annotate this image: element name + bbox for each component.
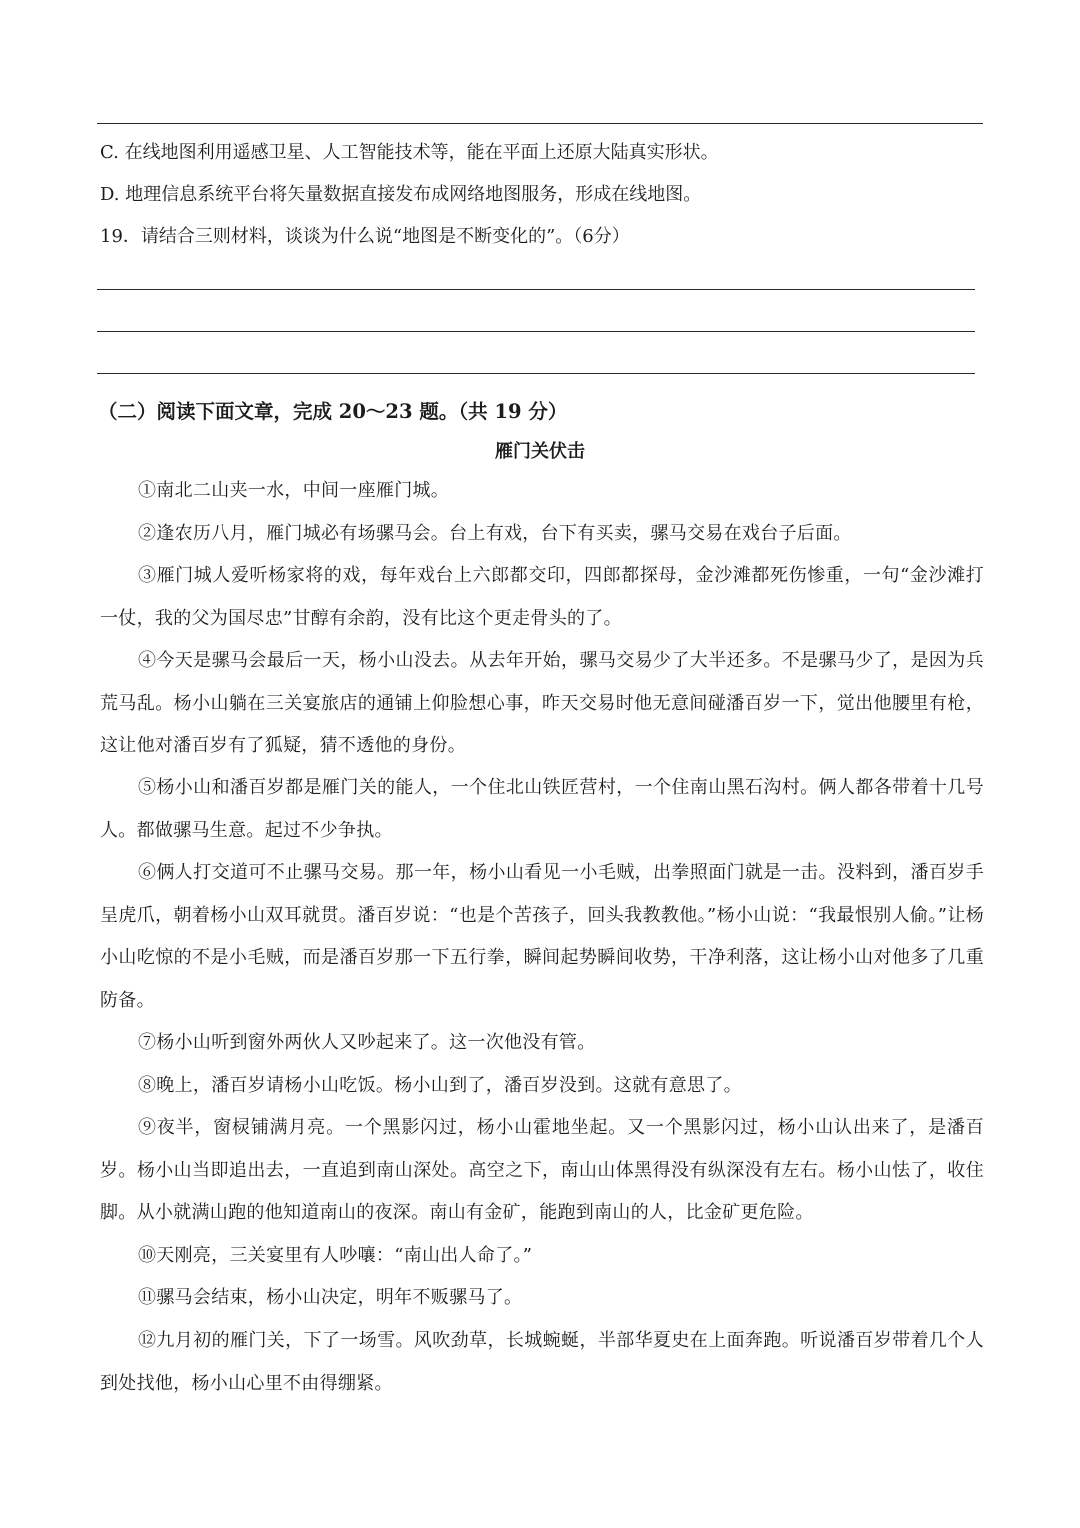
answer-line-1 (97, 289, 975, 290)
paragraph-5: ⑤杨小山和潘百岁都是雁门关的能人，一个住北山铁匠营村，一个住南山黑石沟村。俩人都各带着十几号人。都做骡马生意。起过不少争执。 (100, 777, 984, 841)
paragraph-6: ⑥俩人打交道可不止骡马交易。那一年，杨小山看见一小毛贼，出拳照面门就是一击。没料到，潘百岁手呈虎爪，朝着杨小山双耳就贯。潘百岁说：“也是个苦孩子，回头我教教他。”杨小山说：“我最恨别人偷。”让杨小山吃惊的不是小毛贼，而是潘百岁那一下五行拳，瞬间起势瞬间收势，干净利落，这让杨小山对他多了几重防备。 (100, 862, 984, 1011)
paragraph-11: ⑪骡马会结束，杨小山决定，明年不贩骡马了。 (138, 1287, 523, 1308)
paragraph-9: ⑨夜半，窗棂铺满月亮。一个黑影闪过，杨小山霍地坐起。又一个黑影闪过，杨小山认出来了，是潘百岁。杨小山当即追出去，一直追到南山深处。高空之下，南山山体黑得没有纵深没有左右。杨小山怯了，收住脚。从小就满山跑的他知道南山的夜深。南山有金矿，能跑到南山的人，比金矿更危险。 (100, 1117, 984, 1224)
option-d: D. 地理信息系统平台将矢量数据直接发布成网络地图服务，形成在线地图。 (100, 184, 702, 205)
question-19: 19．请结合三则材料，谈谈为什么说“地图是不断变化的”。（6分） (100, 226, 630, 247)
paragraph-7: ⑦杨小山听到窗外两伙人又吵起来了。这一次他没有管。 (138, 1032, 596, 1053)
answer-line-2 (97, 331, 975, 332)
paragraph-12: ⑫九月初的雁门关，下了一场雪。风吹劲草，长城蜿蜒，半部华夏史在上面奔跑。听说潘百岁带着几个人到处找他，杨小山心里不由得绷紧。 (100, 1330, 984, 1394)
paragraph-3: ③雁门城人爱听杨家将的戏，每年戏台上六郎都交印，四郎都探母，金沙滩都死伤惨重，一句“金沙滩打一仗，我的父为国尽忠”甘醇有余韵，没有比这个更走骨头的了。 (100, 565, 984, 629)
option-c: C. 在线地图利用遥感卫星、人工智能技术等，能在平面上还原大陆真实形状。 (100, 142, 719, 163)
article-title: 雁门关伏击 (495, 441, 585, 462)
answer-line-3 (97, 373, 975, 374)
paragraph-4: ④今天是骡马会最后一天，杨小山没去。从去年开始，骡马交易少了大半还多。不是骡马少了，是因为兵荒马乱。杨小山躺在三关宴旅店的通铺上仰脸想心事，昨天交易时他无意间碰潘百岁一下，觉出他腰里有枪，这让他对潘百岁有了狐疑，猜不透他的身份。 (100, 650, 984, 757)
paragraph-8: ⑧晚上，潘百岁请杨小山吃饭。杨小山到了，潘百岁没到。这就有意思了。 (138, 1075, 742, 1096)
top-rule (97, 123, 983, 124)
paragraph-1: ①南北二山夹一水，中间一座雁门城。 (138, 480, 450, 501)
section-heading: （二）阅读下面文章，完成 20～23 题。（共 19 分） (98, 400, 568, 423)
paragraph-2: ②逢农历八月，雁门城必有场骡马会。台上有戏，台下有买卖，骡马交易在戏台子后面。 (138, 523, 852, 544)
paragraph-10: ⑩天刚亮，三关宴里有人吵嚷：“南山出人命了。” (138, 1245, 533, 1266)
